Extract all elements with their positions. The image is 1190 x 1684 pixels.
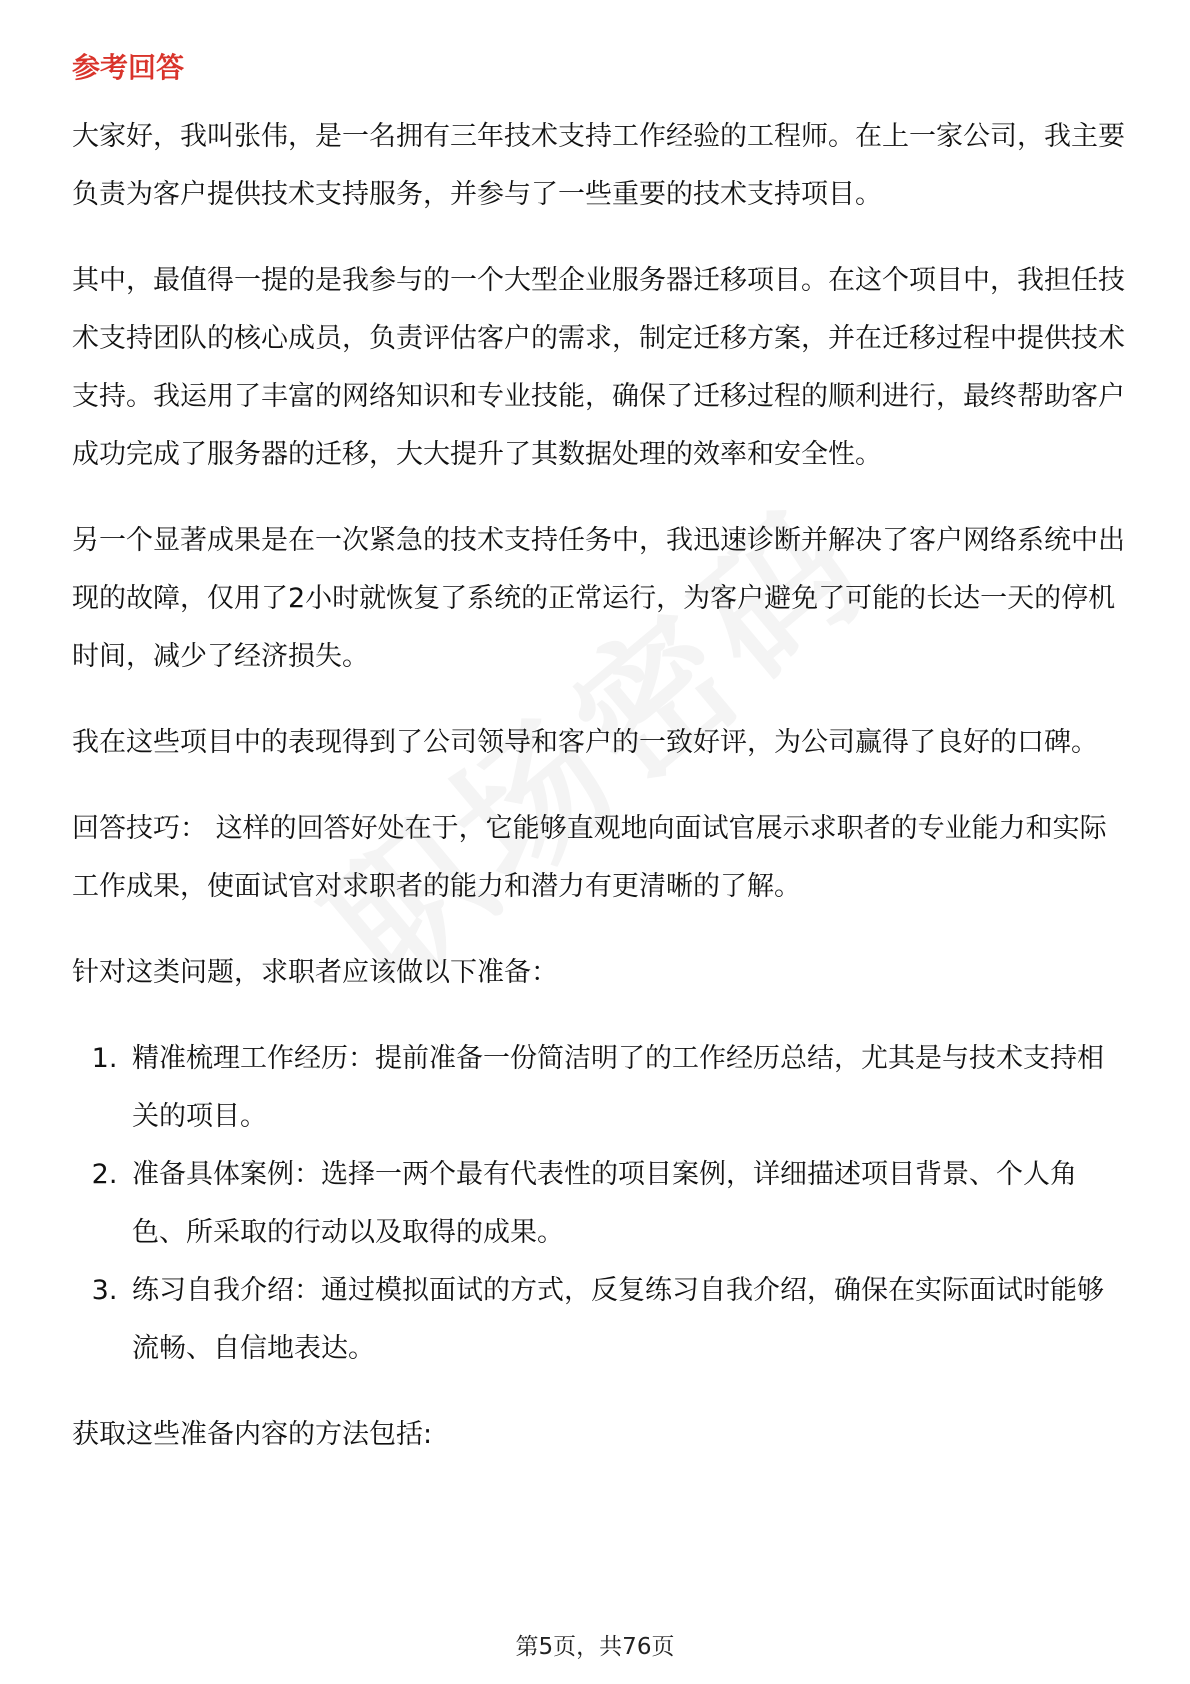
- paragraph-praise: 我在这些项目中的表现得到了公司领导和客户的一致好评，为公司赢得了良好的口碑。: [72, 727, 1098, 758]
- preparation-list: [72, 1030, 1127, 1378]
- paragraph-prep-intro: 针对这类问题，求职者应该做以下准备：: [72, 957, 558, 988]
- document-body: [72, 48, 1127, 1492]
- list-item: 3. 练习自我介绍：通过模拟面试的方式，反复练习自我介绍，确保在实际面试时能够流畅、自信地表达。: [126, 1262, 1127, 1378]
- paragraph-intro: 大家好，我叫张伟，是一名拥有三年技术支持工作经验的工程师。在上一家公司，我主要负责为客户提供技术支持服务，并参与了一些重要的技术支持项目。: [72, 121, 1125, 210]
- list-item: 1. 精准梳理工作经历：提前准备一份简洁明了的工作经历总结，尤其是与技术支持相关的项目。: [126, 1030, 1127, 1146]
- paragraph-tips: 回答技巧： 这样的回答好处在于，它能够直观地向面试官展示求职者的专业能力和实际工作成果，使面试官对求职者的能力和潜力有更清晰的了解。: [72, 813, 1107, 902]
- paragraph-closing: 获取这些准备内容的方法包括:: [72, 1419, 433, 1450]
- list-item: 2. 准备具体案例：选择一两个最有代表性的项目案例，详细描述项目背景、个人角色、所采取的行动以及取得的成果。: [126, 1146, 1127, 1262]
- paragraph-project: 其中，最值得一提的是我参与的一个大型企业服务器迁移项目。在这个项目中，我担任技术支持团队的核心成员，负责评估客户的需求，制定迁移方案，并在迁移过程中提供技术支持。我运用了丰富的网络知识和专业技能，确保了迁移过程的顺利进行，最终帮助客户成功完成了服务器的迁移，大大提升了其数据处理的效率和安全性。: [72, 265, 1125, 470]
- paragraph-achievement: 另一个显著成果是在一次紧急的技术支持任务中，我迅速诊断并解决了客户网络系统中出现的故障，仅用了2小时就恢复了系统的正常运行，为客户避免了可能的长达一天的停机时间，减少了经济损失。: [72, 525, 1125, 672]
- page-footer: 第5页，共76页: [515, 1634, 675, 1660]
- section-title: 参考回答: [72, 51, 185, 84]
